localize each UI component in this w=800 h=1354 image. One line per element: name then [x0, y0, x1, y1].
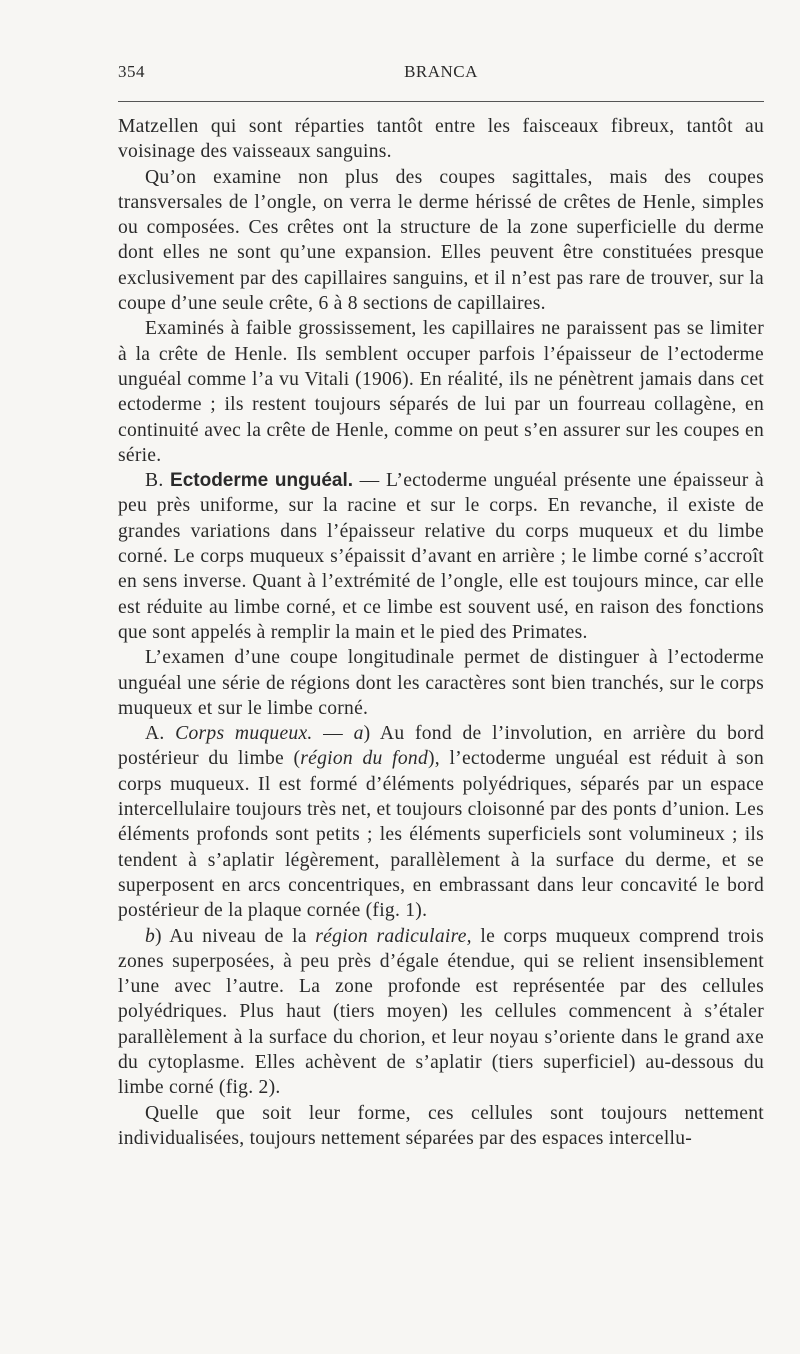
paragraph-continuation: Matzellen qui sont réparties tantôt entre les faisceaux fibreux, tantôt au voisinage des vaisseaux sanguins.: [118, 116, 764, 163]
running-head: BRANCA: [404, 62, 478, 81]
paragraph-capillaries: Examinés à faible grossissement, les capillaires ne paraissent pas se limiter à la crête de Henle. Ils semblent occuper parfois l’épaisseur de l’ectoderme unguéal comme l’a vu Vitali (1906). En réalité, ils ne pénètrent jamais dans cet ectoderme ; ils restent toujours séparés de lui par un fourreau collagène, en continuité avec la crête de Henle, comme on peut s’en assurer sur les coupes en série.: [118, 318, 764, 466]
paragraph-region-radiculaire-b: b) Au niveau de la région radiculaire, le corps muqueux comprend trois zones superposées, à peu près d’égale étendue, qui se relient insensiblement l’une avec l’autre. La zone profonde est représentée par des cellules polyédriques. Plus haut (tiers moyen) les cellules commencent à s’étaler parallèlement à la surface du chorion, et leur noyau s’oriente dans le grand axe du cytoplasme. Elles achèvent de s’aplatir (tiers superficiel) au-dessous du limbe corné (fig. 2).: [118, 925, 764, 1099]
body-text: [118, 114, 764, 1151]
page-number: 354: [118, 62, 145, 81]
page-header: [118, 62, 764, 88]
header-rule: [118, 101, 764, 102]
paragraph-cell-forms: Quelle que soit leur forme, ces cellules sont toujours nettement individualisées, toujours nettement séparées par des espaces intercellu-: [118, 1102, 764, 1149]
paragraph-corps-muqueux-a: A. Corps muqueux. — a) Au fond de l’involution, en arrière du bord postérieur du limbe (région du fond), l’ectoderme unguéal est réduit à son corps muqueux. Il est formé d’éléments polyédriques, séparés par un espace intercellulaire toujours très net, et toujours cloisonné par des ponts d’union. Les éléments profonds sont petits ; les éléments superficiels sont volumineux ; ils tendent à s’aplatir légèrement, parallèlement à la surface du derme, et se superposent en arcs concentriques, en embrassant dans leur concavité le bord postérieur de la plaque cornée (fig. 1).: [118, 723, 765, 922]
paragraph-coupe-longitudinale: L’examen d’une coupe longitudinale permet de distinguer à l’ectoderme unguéal une série de régions dont les caractères sont bien tranchés, sur le corps muqueux et sur le limbe corné.: [118, 647, 764, 719]
region-term: région du fond: [300, 748, 428, 770]
paragraph-ectoderme-ungueal: B. Ectoderme unguéal. — L’ectoderme unguéal présente une épaisseur à peu près uniforme, sur la racine et sur le corps. En revanche, il existe de grandes variations dans l’épaisseur relative du corps muqueux et du limbe corné. Le corps muqueux s’épaissit d’avant en arrière ; le limbe corné s’accroît en sens inverse. Quant à l’extrémité de l’ongle, elle est toujours mince, car elle est réduite au limbe corné, et ce limbe est souvent usé, en raison des fonctions que sont appelés à remplir la main et le pied des Primates.: [118, 470, 764, 643]
region-term: région radiculaire,: [315, 925, 472, 947]
section-heading: Ectoderme unguéal.: [170, 470, 354, 492]
section-label: B.: [145, 470, 164, 492]
paragraph-henle-crests: Qu’on examine non plus des coupes sagittales, mais des coupes transversales de l’ongle, on verra le derme hérissé de crêtes de Henle, simples ou composées. Ces crêtes ont la structure de la zone superficielle du derme dont elles ne sont qu’une expansion. Elles peuvent être constituées presque exclusivement par des capillaires sanguins, et il n’est pas rare de trouver, sur la coupe d’une seule crête, 6 à 8 sections de capillaires.: [118, 166, 764, 315]
subsection-title: Corps muqueux.: [175, 723, 313, 745]
